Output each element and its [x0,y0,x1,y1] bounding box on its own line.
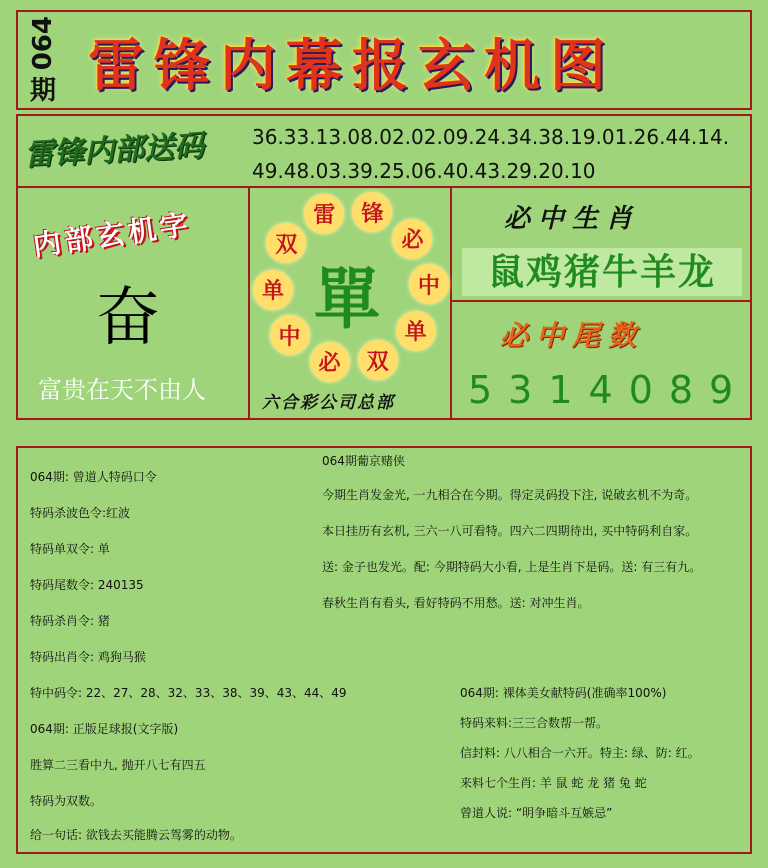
neibu-label: 雷锋内部送码 [23,128,205,173]
center-ring-char: 锋 [352,192,392,232]
shengxiao-values: 鼠鸡猪牛羊龙 [462,248,742,296]
xuanji-char: 奋 [96,281,160,355]
right-top-line: 送: 金子也发光。配: 今期特码大小看, 上是生肖下是码。送: 有三有九。 [322,560,702,574]
center-ring-char: 雷 [304,194,344,234]
right-top-line: 今期生肖发金光, 一九相合在今期。得定灵码投下注, 说破玄机不为奇。 [322,488,698,502]
left-info-item: 064期: 曾道人特码口令 [30,470,157,484]
neibu-codes [252,120,742,188]
left-info-item: 特码杀肖令: 猪 [30,614,110,628]
right-top-line: 本日挂历有玄机, 三六一八可看特。四六二四期待出, 买中特码利自家。 [322,524,698,538]
issue-number-value: 064 [28,16,58,71]
xuanji-phrase: 富贵在天不由人 [38,376,206,404]
left-info-item: 特码单双令: 单 [30,542,110,556]
neibu-codes-line1: 36.33.13.08.02.02.09.24.34.38.19.01.26.44.14. [252,125,730,149]
right-top-title: 064期葡京赌侠 [322,454,405,468]
left-info-item: 给一句话: 欲钱去买能腾云驾雾的动物。 [30,828,242,842]
issue-number [26,16,60,112]
left-info-item: 特码杀波色令:红波 [30,506,131,520]
center-ring-char: 双 [266,223,306,263]
page-title: 雷锋内幕报玄机图 [88,33,616,99]
center-ring-char: 双 [358,340,398,380]
center-ring-char: 必 [392,219,432,259]
center-ring-char: 中 [270,315,310,355]
shengxiao-heading: 必中生肖 [504,204,641,234]
xuanji-heading: 内部玄机字 [30,207,194,263]
left-info-item: 胜算二三看中九, 抛开八七有四五 [30,758,206,772]
weishu-heading: 必中尾数 [500,319,645,352]
neibu-codes-line2: 49.48.03.39.25.06.40.43.29.20.10 [252,159,596,183]
left-info-item: 特码为双数。 [30,794,103,808]
right-bottom-line: 信封料: 八八相合一六开。特主: 绿、防: 红。 [460,746,700,760]
right-bottom-line: 064期: 裸体美女献特码(准确率100%) [460,686,667,700]
weishu-values: 5314089 [468,368,750,412]
center-ring-char: 单 [253,270,293,310]
right-bottom-line: 曾道人说: “明争暗斗互嫉忌” [460,806,613,820]
center-ring-char: 中 [409,264,449,304]
center-ring-char: 必 [310,342,350,382]
center-ring-char: 单 [396,311,436,351]
left-info-item: 特码尾数令: 240135 [30,578,144,592]
right-bottom-line: 来料七个生肖: 羊 鼠 蛇 龙 猪 兔 蛇 [460,776,647,790]
right-top-line: 春秋生肖有看头, 看好特码不用愁。送: 对冲生肖。 [322,596,590,610]
left-info-item: 064期: 正版足球报(文字版) [30,722,179,736]
left-info-item: 特中码令: 22、27、28、32、33、38、39、43、44、49 [30,686,347,700]
center-footer: 六合彩公司总部 [262,393,395,413]
right-bottom-line: 特码来料:三三合数帮一帮。 [460,716,609,730]
left-info-item: 特码出肖令: 鸡狗马猴 [30,650,146,664]
issue-suffix: 期 [29,76,56,107]
center-big-char: 單 [314,260,380,338]
